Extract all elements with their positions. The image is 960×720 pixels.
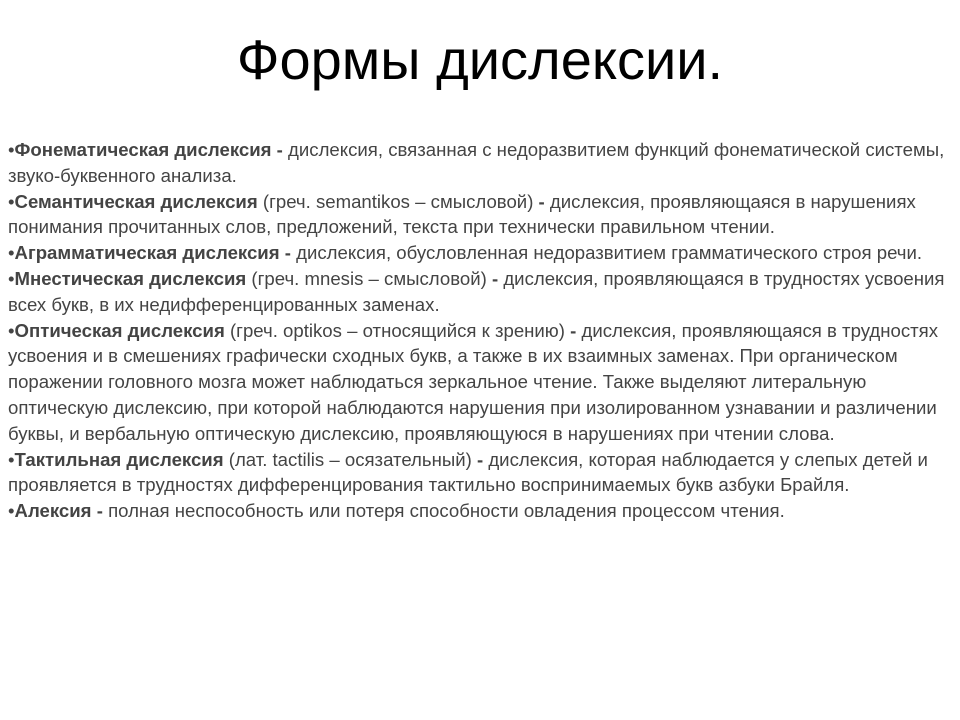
list-item-phonematic — [8, 137, 952, 189]
bullet: • — [8, 267, 15, 289]
definition: дислексия, связанная с недоразвитием функций фонематической системы, звуко-буквенного анализа. — [8, 139, 945, 186]
term: Аграмматическая дислексия — [14, 242, 280, 264]
definition: дислексия, обусловленная недоразвитием грамматического строя речи. — [296, 242, 923, 264]
bullet: • — [8, 139, 15, 160]
term: Тактильная дислексия — [14, 448, 224, 470]
bullet: • — [8, 190, 15, 212]
slide-title: Формы дислексии. — [236, 28, 724, 91]
definition-list — [8, 137, 952, 524]
term: Мнестическая дислексия — [14, 267, 247, 289]
separator: - — [91, 500, 109, 522]
term: Фонематическая дислексия — [14, 139, 272, 160]
list-item-tactile — [8, 447, 952, 499]
etymology: (греч. mnesis – смысловой) — [246, 267, 487, 289]
list-item-agrammatic — [8, 240, 952, 266]
term: Алексия — [14, 500, 92, 522]
term: Семантическая дислексия — [14, 190, 258, 212]
bullet: • — [8, 319, 15, 341]
term: Оптическая дислексия — [14, 319, 225, 341]
list-item-mnestic — [8, 266, 952, 318]
bullet: • — [8, 448, 15, 470]
definition: дислексия, которая наблюдается у слепых детей и проявляется в трудностях дифференцирования тактильно воспринимаемых букв азбуки Брайля. — [8, 448, 928, 496]
etymology: (греч. optikos – относящийся к зрению) — [224, 319, 565, 341]
separator: - — [564, 319, 582, 341]
definition: дислексия, проявляющаяся в трудностях усвоения и в смешениях графически сходных букв, а также в их взаимных заменах. При органическом поражении головного мозга может наблюдаться зеркальное чтение. Также выделяют литеральную оптическую дислексию, при которой наблюдаются нарушения при изолированном узнавании и различении буквы, и вербальную оптическую дислексию, проявляющуюся в нарушениях при чтении слова. — [8, 319, 939, 444]
list-item-optical — [8, 318, 952, 447]
definition: полная неспособность или потеря способности овладения процессом чтения. — [108, 500, 785, 522]
etymology: (лат. tactilis – осязательный) — [223, 448, 472, 470]
definition: дислексия, проявляющаяся в трудностях усвоения всех букв, в их недифференцированных заменах. — [8, 267, 945, 315]
bullet: • — [8, 500, 15, 522]
separator: - — [271, 139, 289, 160]
list-item-alexia — [8, 498, 952, 524]
separator: - — [533, 190, 550, 212]
definition: дислексия, проявляющаяся в нарушениях понимания прочитанных слов, предложений, текста при технически правильном чтении. — [8, 190, 916, 238]
separator: - — [279, 242, 297, 264]
bullet: • — [8, 242, 15, 264]
etymology: (греч. semantikos – смысловой) — [257, 190, 534, 212]
separator: - — [486, 267, 504, 289]
separator: - — [471, 448, 489, 470]
list-item-semantic — [8, 189, 952, 241]
